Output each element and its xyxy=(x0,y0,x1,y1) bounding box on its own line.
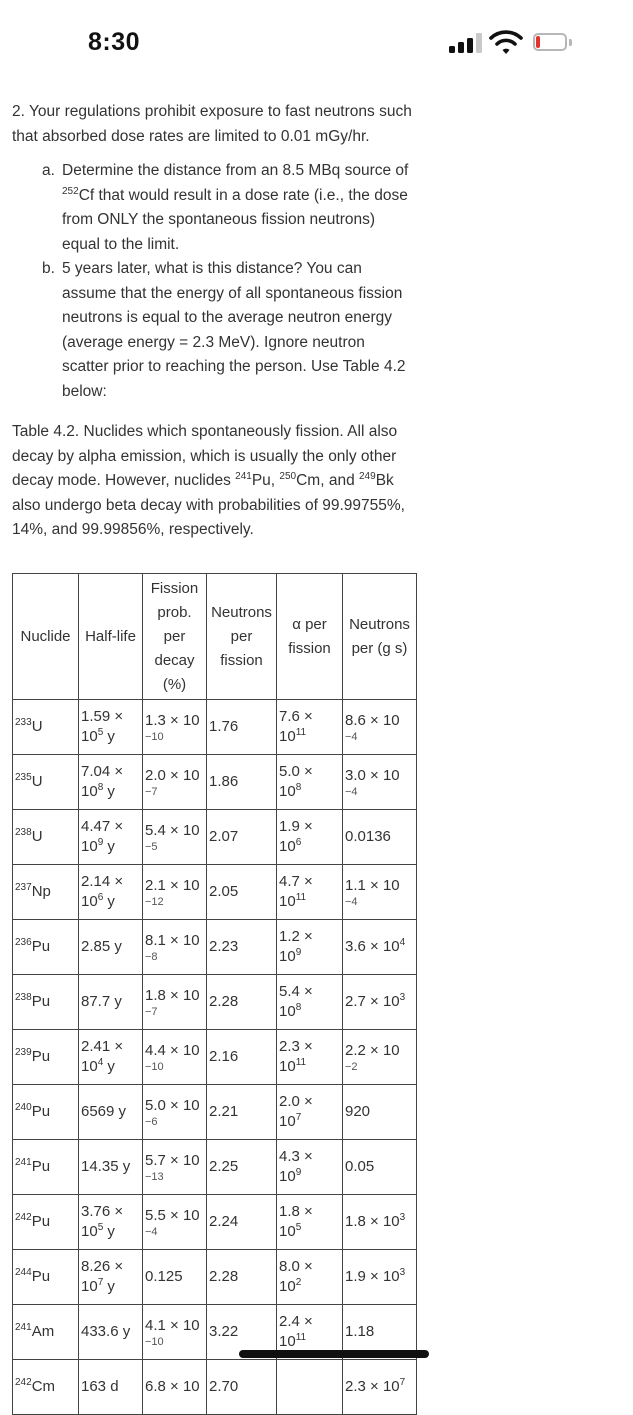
cell-neutrons-per-gs: 1.1 × 10 −4 xyxy=(343,865,417,920)
caption-sup-1: 241 xyxy=(235,470,252,482)
cell-fission-prob: 4.4 × 10 −10 xyxy=(143,1030,207,1085)
cell-nuclide: $^{240}$Pu xyxy=(13,1085,79,1140)
table-row xyxy=(13,1360,417,1415)
cell-neutrons-per-fission: 2.21 xyxy=(207,1085,277,1140)
table-row xyxy=(13,1085,417,1140)
cell-nuclide: $^{233}$U xyxy=(13,700,79,755)
cell-alpha-per-fission xyxy=(277,1360,343,1415)
cell-half-life: 6569 y xyxy=(79,1085,143,1140)
cell-neutrons-per-fission: 1.76 xyxy=(207,700,277,755)
header-neutrons-per-fission: Neutrons per fission xyxy=(207,574,277,700)
cell-neutrons-per-fission: 2.28 xyxy=(207,1250,277,1305)
cell-fission-prob: 5.0 × 10 −6 xyxy=(143,1085,207,1140)
cell-nuclide: $^{238}$Pu xyxy=(13,975,79,1030)
cell-neutrons-per-gs: 920 xyxy=(343,1085,417,1140)
cell-alpha-per-fission: 1.8 × $10^5$ xyxy=(277,1195,343,1250)
cell-half-life: 163 d xyxy=(79,1360,143,1415)
cell-neutrons-per-fission: 2.70 xyxy=(207,1360,277,1415)
cell-fission-prob: 2.1 × 10 −12 xyxy=(143,865,207,920)
cell-alpha-per-fission: 2.3 × $10^{11}$ xyxy=(277,1030,343,1085)
question-content xyxy=(12,100,412,543)
cell-neutrons-per-gs: 0.05 xyxy=(343,1140,417,1195)
cell-nuclide: $^{237}$Np xyxy=(13,865,79,920)
cell-fission-prob: 2.0 × 10 −7 xyxy=(143,755,207,810)
cell-alpha-per-fission: 5.4 × $10^8$ xyxy=(277,975,343,1030)
cell-nuclide: $^{241}$Pu xyxy=(13,1140,79,1195)
cell-nuclide: $^{242}$Pu xyxy=(13,1195,79,1250)
battery-icon xyxy=(533,33,573,53)
cell-alpha-per-fission: 4.7 × $10^{11}$ xyxy=(277,865,343,920)
cell-neutrons-per-fission: 2.23 xyxy=(207,920,277,975)
cell-neutrons-per-fission: 2.28 xyxy=(207,975,277,1030)
cell-neutrons-per-fission: 3.22 xyxy=(207,1305,277,1360)
cell-fission-prob: 5.4 × 10 −5 xyxy=(143,810,207,865)
question-parts xyxy=(12,159,412,404)
cell-nuclide: $^{239}$Pu xyxy=(13,1030,79,1085)
table-caption xyxy=(12,420,412,543)
cell-nuclide: $^{236}$Pu xyxy=(13,920,79,975)
cell-neutrons-per-fission: 2.25 xyxy=(207,1140,277,1195)
cell-neutrons-per-gs: $1.9 \times 10^3$ xyxy=(343,1250,417,1305)
part-b-text: 5 years later, what is this distance? You can assume that the energy of all spontaneous fission neutrons is equal to the average neutron energy (average energy = 2.3 MeV). Ignore neutron scatter prior to reaching the person. Use Table 4.2 below: xyxy=(62,260,406,400)
cell-half-life: 87.7 y xyxy=(79,975,143,1030)
cell-half-life: 2.14 × $10^6$ y xyxy=(79,865,143,920)
cell-half-life: 433.6 y xyxy=(79,1305,143,1360)
caption-text-1: Table 4.2. Nuclides which spontaneously fission. All also decay by alpha emission, which is usually the only other decay mode. However, nuclides xyxy=(12,423,398,489)
cell-alpha-per-fission: 4.3 × $10^9$ xyxy=(277,1140,343,1195)
cell-neutrons-per-gs: 1.18 xyxy=(343,1305,417,1360)
cell-half-life: 7.04 × $10^8$ y xyxy=(79,755,143,810)
cell-neutrons-per-gs: 3.0 × 10 −4 xyxy=(343,755,417,810)
cell-neutrons-per-gs: $1.8 \times 10^3$ xyxy=(343,1195,417,1250)
cell-neutrons-per-fission: 2.07 xyxy=(207,810,277,865)
table-row xyxy=(13,865,417,920)
cell-nuclide: $^{235}$U xyxy=(13,755,79,810)
part-a-sup: 252 xyxy=(62,185,79,197)
caption-sup-3: 249 xyxy=(359,470,376,482)
cell-neutrons-per-gs: 2.2 × 10 −2 xyxy=(343,1030,417,1085)
cell-fission-prob: 6.8 × 10 xyxy=(143,1360,207,1415)
cellular-signal-icon xyxy=(449,33,485,53)
cell-neutrons-per-fission: 2.05 xyxy=(207,865,277,920)
cell-half-life: 2.41 × $10^4$ y xyxy=(79,1030,143,1085)
cell-fission-prob: 8.1 × 10 −8 xyxy=(143,920,207,975)
cell-neutrons-per-gs: 0.0136 xyxy=(343,810,417,865)
cell-nuclide: $^{244}$Pu xyxy=(13,1250,79,1305)
caption-text-4: Bk also undergo beta decay with probabilities of 99.99755%, 14%, and 99.99856%, respectively. xyxy=(12,472,405,538)
header-half-life: Half-life xyxy=(79,574,143,700)
status-bar xyxy=(0,0,633,80)
cell-nuclide: $^{242}$Cm xyxy=(13,1360,79,1415)
table-row xyxy=(13,920,417,975)
nuclide-table xyxy=(12,573,417,1415)
table-row xyxy=(13,1140,417,1195)
table-row xyxy=(13,1030,417,1085)
cell-nuclide: $^{241}$Am xyxy=(13,1305,79,1360)
cell-half-life: 4.47 × $10^9$ y xyxy=(79,810,143,865)
header-neutrons-per-gs: Neutrons per (g s) xyxy=(343,574,417,700)
table-row xyxy=(13,975,417,1030)
table-header-row xyxy=(13,574,417,700)
cell-neutrons-per-gs: $3.6 \times 10^4$ xyxy=(343,920,417,975)
table-body xyxy=(13,700,417,1415)
cell-alpha-per-fission: 1.2 × $10^9$ xyxy=(277,920,343,975)
part-a-text-pre: Determine the distance from an 8.5 MBq source of xyxy=(62,162,409,179)
cell-alpha-per-fission: 5.0 × $10^8$ xyxy=(277,755,343,810)
header-alpha-per-fission: α per fission xyxy=(277,574,343,700)
cell-neutrons-per-gs: 8.6 × 10 −4 xyxy=(343,700,417,755)
home-indicator[interactable] xyxy=(239,1350,429,1358)
cell-fission-prob: 1.3 × 10 −10 xyxy=(143,700,207,755)
cell-alpha-per-fission: 2.4 × $10^{11}$ xyxy=(277,1305,343,1360)
cell-fission-prob: 0.125 xyxy=(143,1250,207,1305)
cell-nuclide: $^{238}$U xyxy=(13,810,79,865)
table-row xyxy=(13,1195,417,1250)
cell-neutrons-per-fission: 1.86 xyxy=(207,755,277,810)
cell-half-life: 3.76 × $10^5$ y xyxy=(79,1195,143,1250)
cell-half-life: 2.85 y xyxy=(79,920,143,975)
cell-alpha-per-fission: 7.6 × $10^{11}$ xyxy=(277,700,343,755)
cell-alpha-per-fission: 8.0 × $10^2$ xyxy=(277,1250,343,1305)
part-a-label: a. xyxy=(42,162,55,179)
cell-neutrons-per-fission: 2.24 xyxy=(207,1195,277,1250)
table-row xyxy=(13,755,417,810)
caption-text-3: Cm, and xyxy=(296,472,359,489)
part-b xyxy=(12,257,412,404)
caption-sup-2: 250 xyxy=(279,470,297,482)
cell-alpha-per-fission: 1.9 × $10^6$ xyxy=(277,810,343,865)
header-fission-prob: Fission prob. per decay (%) xyxy=(143,574,207,700)
cell-half-life: 8.26 × $10^7$ y xyxy=(79,1250,143,1305)
part-b-label: b. xyxy=(42,260,55,277)
cell-half-life: 14.35 y xyxy=(79,1140,143,1195)
cell-fission-prob: 1.8 × 10 −7 xyxy=(143,975,207,1030)
cell-fission-prob: 5.5 × 10 −4 xyxy=(143,1195,207,1250)
cell-fission-prob: 5.7 × 10 −13 xyxy=(143,1140,207,1195)
cell-fission-prob: 4.1 × 10 −10 xyxy=(143,1305,207,1360)
table-row xyxy=(13,1250,417,1305)
cell-neutrons-per-gs: $2.3 \times 10^7$ xyxy=(343,1360,417,1415)
table-row xyxy=(13,700,417,755)
caption-text-2: Pu, xyxy=(251,472,280,489)
part-a-text-post: Cf that would result in a dose rate (i.e., the dose from ONLY the spontaneous fission neutrons) equal to the limit. xyxy=(62,186,408,253)
cell-half-life: 1.59 × $10^5$ y xyxy=(79,700,143,755)
question-text: 2. Your regulations prohibit exposure to fast neutrons such that absorbed dose rates are limited to 0.01 mGy/hr. xyxy=(12,103,412,145)
part-a xyxy=(12,159,412,257)
nuclide-table-container[interactable] xyxy=(12,573,416,1395)
cell-neutrons-per-fission: 2.16 xyxy=(207,1030,277,1085)
status-time: 8:30 xyxy=(88,28,141,56)
cell-alpha-per-fission: 2.0 × $10^7$ xyxy=(277,1085,343,1140)
cell-neutrons-per-gs: $2.7 \times 10^3$ xyxy=(343,975,417,1030)
wifi-icon xyxy=(489,29,523,55)
table-row xyxy=(13,810,417,865)
header-nuclide: Nuclide xyxy=(13,574,79,700)
